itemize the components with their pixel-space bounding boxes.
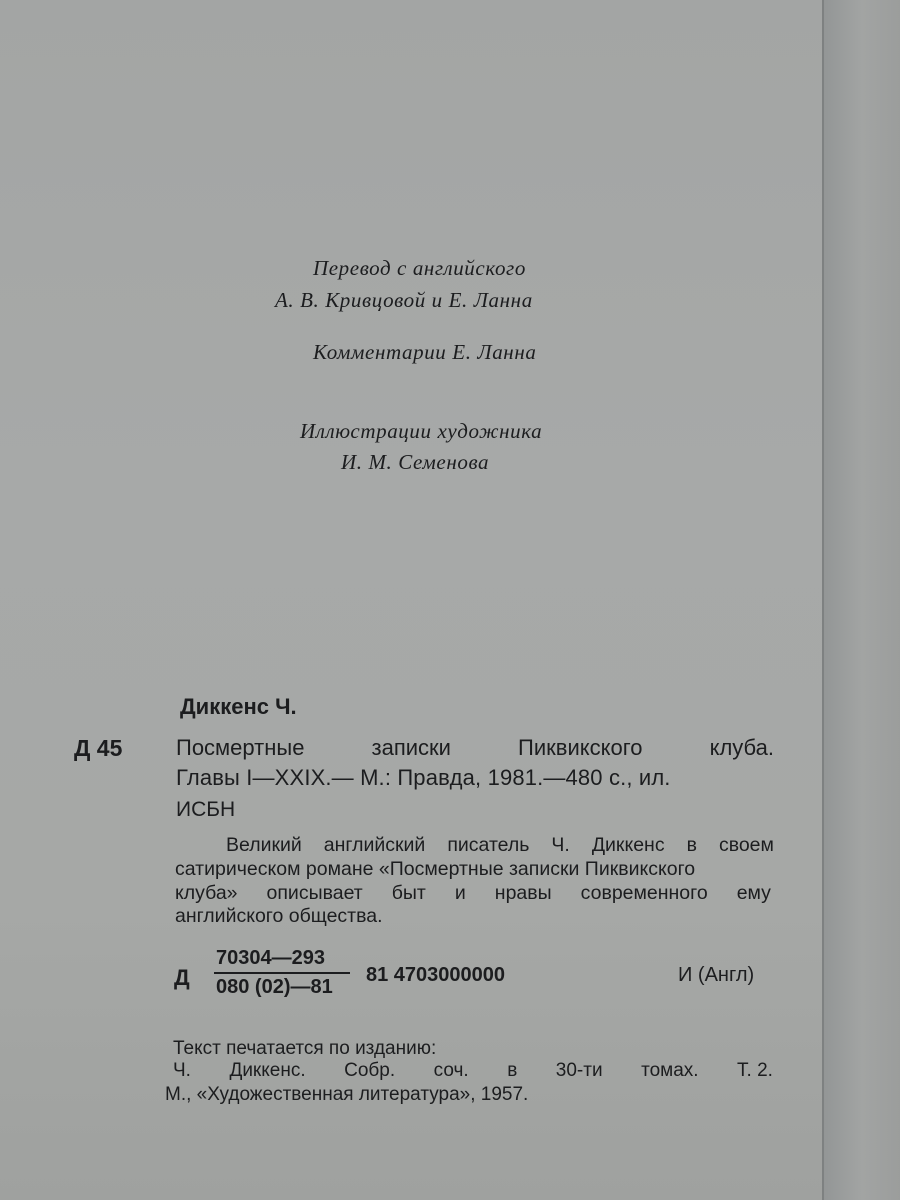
- annotation-word: Великий: [226, 834, 302, 856]
- classification-category: И (Англ): [678, 964, 755, 986]
- translation-line-1: Перевод с английского: [313, 256, 526, 280]
- annotation-word: современного: [580, 882, 708, 904]
- source-word: 30-ти: [555, 1060, 603, 1081]
- author-heading: Диккенс Ч.: [180, 694, 297, 719]
- annotation-line-1: [226, 834, 774, 857]
- classification-number: 81 4703000000: [366, 964, 506, 986]
- fraction-bar: [214, 972, 350, 974]
- title-word: клуба.: [709, 735, 774, 760]
- classification-denominator: 080 (02)—81: [216, 976, 333, 998]
- illustrations-line-2: И. М. Семенова: [341, 450, 490, 474]
- annotation-line-2: сатирическом романе «Посмертные записки Пиквикского: [175, 858, 696, 880]
- source-word: Диккенс.: [229, 1060, 306, 1081]
- annotation-word: Диккенс: [591, 834, 665, 856]
- show-through-text: [230, 108, 550, 218]
- index-code: Д 45: [74, 735, 123, 761]
- isbn-label: ИСБН: [176, 798, 236, 821]
- annotation-line-3: [175, 882, 771, 905]
- annotation-word: в: [686, 834, 697, 856]
- illustrations-line-1: Иллюстрации художника: [300, 419, 543, 443]
- classification-letter: Д: [174, 965, 190, 990]
- comments-credit: Комментарии Е. Ланна: [313, 340, 537, 364]
- source-edition-line-3: М., «Художественная литература», 1957.: [165, 1084, 529, 1105]
- source-word: в: [507, 1060, 518, 1081]
- annotation-word: английский: [323, 834, 426, 856]
- source-word: томах.: [641, 1060, 699, 1081]
- title-word: записки: [371, 735, 451, 760]
- source-word: Т. 2.: [737, 1060, 773, 1081]
- book-title-line: [176, 735, 774, 761]
- annotation-word: своем: [718, 834, 774, 856]
- translation-line-2: А. В. Кривцовой и Е. Ланна: [275, 288, 533, 312]
- title-word: Посмертные: [176, 735, 305, 760]
- source-edition-line-2: [173, 1060, 773, 1082]
- title-word: Пиквикского: [518, 735, 643, 760]
- annotation-word: и: [454, 882, 466, 904]
- annotation-word: писатель: [447, 834, 530, 856]
- annotation-line-4: английского общества.: [175, 905, 383, 927]
- annotation-word: клуба»: [175, 882, 238, 904]
- annotation-word: нравы: [494, 882, 552, 904]
- annotation-word: Ч.: [551, 834, 570, 856]
- annotation-word: описывает: [266, 882, 363, 904]
- source-word: Собр.: [344, 1060, 396, 1081]
- classification-numerator: 70304—293: [216, 947, 325, 969]
- publication-line: Главы I—XXIX.— М.: Правда, 1981.—480 с., ил.: [176, 765, 671, 790]
- next-page-edge: [824, 0, 900, 1200]
- source-word: Ч.: [173, 1060, 191, 1081]
- source-word: соч.: [433, 1060, 469, 1081]
- source-edition-line-1: Текст печатается по изданию:: [173, 1038, 437, 1059]
- annotation-word: ему: [736, 882, 771, 904]
- annotation-word: быт: [391, 882, 426, 904]
